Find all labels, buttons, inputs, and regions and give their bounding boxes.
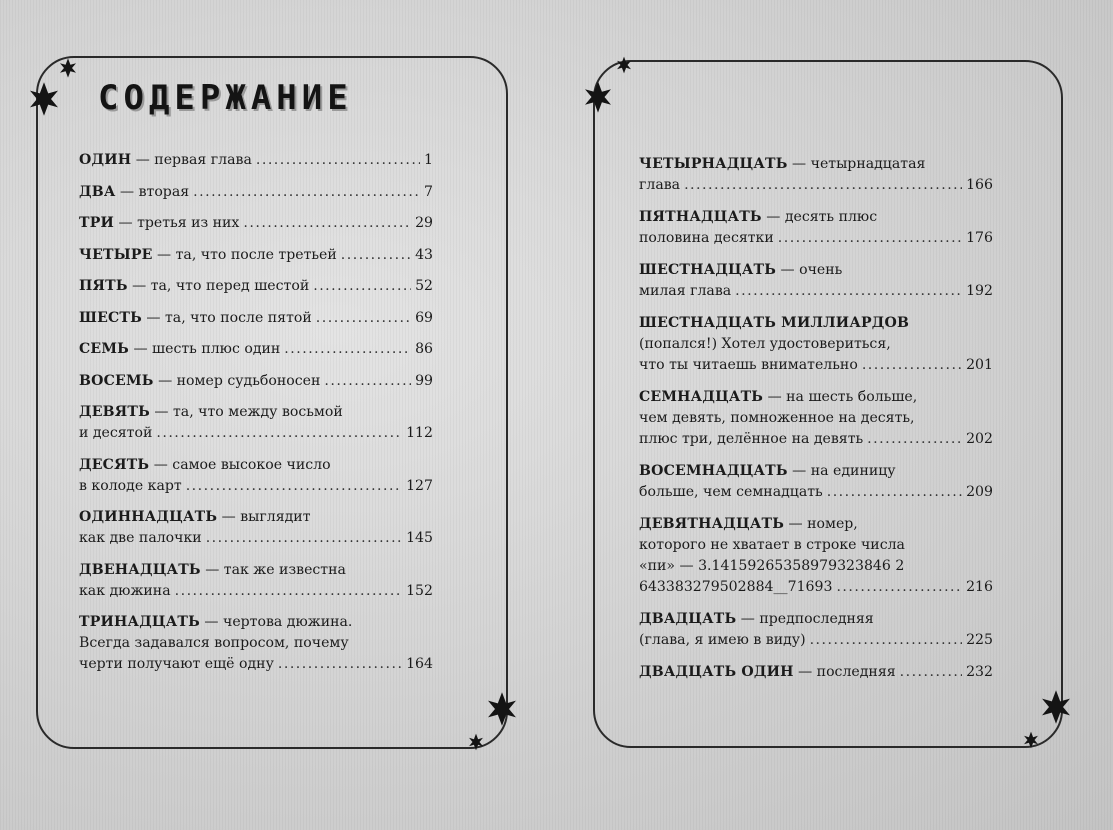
chapter-description: Всегда задавался вопросом, почему (79, 635, 349, 651)
page-number: 152 (406, 582, 433, 599)
chapter-description: и десятой (79, 425, 153, 441)
toc-entry-line (639, 260, 993, 281)
toc-entry-text (639, 630, 806, 651)
dot-leader (256, 150, 420, 171)
chapter-number: ВОСЕМНАДЦАТЬ (639, 463, 788, 479)
star-icon (488, 692, 516, 726)
page-number: 29 (415, 215, 433, 231)
toc-entry-text (79, 150, 252, 171)
chapter-description: которого не хватает в строке числа (639, 537, 905, 553)
star-icon (1024, 731, 1038, 749)
toc-entry-line (79, 476, 433, 497)
toc-entry (639, 207, 993, 249)
dot-leader (324, 371, 411, 392)
toc-entry-text (79, 654, 274, 675)
page-number: 1 (424, 152, 433, 168)
dot-leader (341, 245, 411, 266)
toc-entry-text (639, 577, 832, 598)
page-number: 7 (424, 183, 433, 200)
page-number: 43 (415, 246, 433, 263)
toc-entry (79, 245, 433, 266)
chapter-description: (глава, я имею в виду) (639, 632, 806, 648)
toc-entry (639, 461, 993, 503)
page-number: 69 (415, 309, 433, 326)
chapter-number: ШЕСТНАДЦАТЬ (639, 262, 777, 278)
chapter-number: ДВАДЦАТЬ ОДИН (639, 664, 794, 680)
toc-entry-text (79, 423, 152, 444)
page-number: 176 (966, 230, 993, 246)
dot-leader (836, 577, 962, 598)
toc-entry-line (639, 387, 993, 408)
toc-entry-text (79, 581, 171, 602)
chapter-description: 643383279502884__71693 (639, 579, 833, 595)
toc-entry-line (79, 213, 433, 234)
dot-leader (175, 581, 402, 602)
toc-entry-text (79, 633, 349, 654)
chapter-description: в колоде карт (79, 477, 182, 494)
toc-entry (639, 313, 993, 376)
toc-entry-text (639, 281, 731, 302)
chapter-number: ДЕСЯТЬ (79, 456, 150, 473)
chapter-description: — выглядит (217, 509, 311, 525)
toc-entry-line (639, 609, 993, 630)
toc-entry-line (639, 482, 993, 503)
chapter-number: СЕМЬ (79, 341, 129, 357)
dot-leader (827, 482, 962, 503)
toc-entry-text (79, 560, 346, 581)
toc-entry-text (79, 245, 337, 266)
toc-entry-line (79, 402, 433, 423)
toc-entry (79, 402, 433, 444)
toc-entry-line (79, 455, 433, 476)
chapter-description: чем девять, помноженное на десять, (639, 410, 915, 426)
chapter-description: как дюжина (79, 582, 171, 599)
toc-entry-text (639, 514, 858, 535)
chapter-description: — самое высокое число (149, 456, 331, 473)
chapter-description: милая глава (639, 283, 732, 299)
chapter-number: ДВА (79, 183, 116, 200)
toc-entry-text (79, 507, 311, 528)
page-number: 225 (966, 632, 993, 648)
toc-entry-line (639, 228, 993, 249)
toc-entry-text (639, 387, 917, 408)
page-number: 52 (415, 278, 433, 294)
chapter-description: что ты читаешь внимательно (639, 357, 858, 373)
dot-leader (778, 228, 962, 249)
page-number: 112 (406, 425, 433, 441)
chapter-number: ДЕВЯТЬ (79, 404, 150, 420)
toc-entry-text (79, 213, 239, 234)
toc-entry-line (639, 514, 993, 535)
toc-entry-text (639, 313, 909, 334)
chapter-description: плюс три, делённое на девять (639, 431, 864, 447)
toc-entry-line (79, 308, 433, 329)
toc-entry-text (639, 228, 774, 249)
chapter-number: ТРИНАДЦАТЬ (79, 614, 200, 630)
toc-entry-line (639, 429, 993, 450)
chapter-number: ЧЕТЫРЕ (79, 246, 153, 263)
toc-entry-text (79, 339, 280, 360)
toc-entry-line (639, 556, 993, 577)
toc-entry-line (79, 633, 433, 654)
dot-leader (684, 175, 962, 196)
star-icon (617, 56, 631, 74)
chapter-description: — третья из них (114, 215, 240, 231)
toc-entry-text (79, 476, 182, 497)
toc-entry-text (639, 207, 877, 228)
toc-entry (639, 260, 993, 302)
toc-entry-line (79, 612, 433, 633)
toc-entry (79, 150, 433, 171)
dot-leader (810, 630, 963, 651)
toc-entry-line (79, 371, 433, 392)
chapter-number: ТРИ (79, 215, 115, 231)
toc-entry-line (79, 276, 433, 297)
chapter-description: — та, что после третьей (152, 246, 337, 263)
page-title: СОДЕРЖАНИЕ (98, 78, 353, 118)
toc-entry-line (79, 339, 433, 360)
star-icon (585, 80, 611, 114)
dot-leader (243, 213, 411, 234)
chapter-number: ДВЕНАДЦАТЬ (79, 561, 201, 578)
chapter-number: ШЕСТЬ (79, 309, 142, 326)
toc-entry-text (639, 535, 905, 556)
chapter-description: глава (639, 177, 681, 193)
toc-entry-text (79, 308, 312, 329)
toc-entry-text (79, 402, 343, 423)
chapter-number: ПЯТНАДЦАТЬ (639, 209, 762, 225)
toc-entry (639, 662, 993, 683)
toc-entry-line (639, 662, 993, 683)
toc-entry-text (79, 371, 320, 392)
star-icon (469, 733, 483, 751)
dot-leader (284, 339, 411, 360)
toc-entry (79, 339, 433, 360)
dot-leader (206, 528, 402, 549)
toc-entry-line (79, 507, 433, 528)
toc-entry-line (639, 334, 993, 355)
chapter-number: ЧЕТЫРНАДЦАТЬ (639, 156, 788, 172)
chapter-description: — так же известна (200, 561, 346, 578)
toc-entry-line (79, 654, 433, 675)
toc-entry-text (79, 276, 309, 297)
chapter-number: ОДИН (79, 152, 132, 168)
chapter-description: — десять плюс (761, 209, 878, 225)
chapter-description: — та, что между восьмой (149, 404, 343, 420)
dot-leader (186, 476, 402, 497)
star-icon (1042, 690, 1070, 724)
toc-entry-text (639, 408, 915, 429)
page-number: 166 (966, 177, 993, 193)
toc-entry-text (639, 175, 680, 196)
chapter-number: ДЕВЯТНАДЦАТЬ (639, 516, 785, 532)
page-number: 201 (966, 357, 993, 373)
toc-entry-line (79, 528, 433, 549)
toc-entry-line (639, 154, 993, 175)
page-number: 86 (415, 341, 433, 357)
page-number: 127 (406, 477, 433, 494)
chapter-description: — четырнадцатая (787, 156, 926, 172)
toc-entry-line (639, 461, 993, 482)
chapter-description: — та, что после пятой (141, 309, 312, 326)
dot-leader (278, 654, 402, 675)
chapter-number: ШЕСТНАДЦАТЬ МИЛЛИАРДОВ (639, 315, 910, 331)
toc-left-column (79, 150, 433, 686)
toc-entry (79, 371, 433, 392)
star-icon (30, 82, 58, 116)
page-number: 216 (966, 579, 993, 595)
chapter-description: — чертова дюжина. (199, 614, 353, 630)
toc-entry (79, 455, 433, 497)
toc-entry-line (639, 281, 993, 302)
toc-entry-text (639, 461, 896, 482)
toc-entry (79, 308, 433, 329)
toc-entry-text (639, 609, 874, 630)
dot-leader (900, 662, 962, 683)
page-number: 164 (406, 656, 433, 672)
chapter-description: черти получают ещё одну (79, 656, 274, 672)
chapter-description: — номер судьбоносен (153, 372, 321, 389)
toc-entry-line (79, 150, 433, 171)
chapter-number: СЕМНАДЦАТЬ (639, 389, 764, 405)
toc-entry (639, 609, 993, 651)
chapter-number: ОДИННАДЦАТЬ (79, 509, 218, 525)
toc-entry (639, 514, 993, 598)
chapter-description: «пи» — 3.14159265358979323846 2 (639, 558, 905, 574)
toc-entry (79, 182, 433, 203)
toc-entry (639, 154, 993, 196)
page-number: 145 (406, 530, 433, 546)
toc-entry-text (79, 528, 202, 549)
chapter-description: — шесть плюс один (129, 341, 281, 357)
toc-entry-text (79, 612, 352, 633)
dot-leader (867, 429, 962, 450)
toc-entry (79, 612, 433, 675)
toc-entry-text (639, 334, 891, 355)
chapter-description: — вторая (115, 183, 190, 200)
chapter-description: — на шесть больше, (763, 389, 918, 405)
chapter-description: — очень (776, 262, 843, 278)
dot-leader (313, 276, 411, 297)
chapter-description: больше, чем семнадцать (639, 484, 823, 500)
chapter-description: — последняя (793, 664, 896, 680)
chapter-number: ВОСЕМЬ (79, 372, 154, 389)
dot-leader (862, 355, 962, 376)
page-number: 99 (415, 372, 433, 389)
toc-entry-line (639, 313, 993, 334)
chapter-description: — на единицу (787, 463, 896, 479)
toc-entry-line (79, 245, 433, 266)
chapter-description: — номер, (784, 516, 858, 532)
page-number: 209 (966, 484, 993, 500)
toc-entry (79, 560, 433, 602)
dot-leader (193, 182, 420, 203)
dot-leader (156, 423, 402, 444)
toc-entry-text (639, 556, 904, 577)
chapter-number: ПЯТЬ (79, 278, 128, 294)
toc-entry (79, 507, 433, 549)
toc-entry-line (639, 535, 993, 556)
toc-entry-line (639, 175, 993, 196)
toc-entry-text (639, 482, 823, 503)
toc-entry-line (639, 630, 993, 651)
toc-entry-text (639, 662, 896, 683)
toc-entry-text (79, 182, 189, 203)
chapter-description: (попался!) Хотел удостовериться, (639, 336, 891, 352)
chapter-number: ДВАДЦАТЬ (639, 611, 737, 627)
toc-entry-line (639, 408, 993, 429)
chapter-description: — та, что перед шестой (127, 278, 310, 294)
chapter-description: половина десятки (639, 230, 774, 246)
dot-leader (316, 308, 411, 329)
page-number: 232 (966, 664, 993, 680)
star-icon (60, 58, 76, 78)
toc-entry-text (639, 154, 925, 175)
chapter-description: как две палочки (79, 530, 202, 546)
toc-entry (639, 387, 993, 450)
page-number: 202 (966, 431, 993, 447)
toc-entry (79, 213, 433, 234)
page-number: 192 (966, 283, 993, 299)
chapter-description: — предпоследняя (736, 611, 874, 627)
toc-entry-text (639, 260, 842, 281)
toc-entry (79, 276, 433, 297)
dot-leader (735, 281, 962, 302)
toc-right-column (639, 154, 993, 694)
toc-entry-line (79, 581, 433, 602)
toc-entry-line (79, 182, 433, 203)
toc-entry-text (79, 455, 331, 476)
toc-entry-text (639, 429, 863, 450)
toc-entry-line (639, 207, 993, 228)
toc-entry-line (639, 577, 993, 598)
toc-entry-text (639, 355, 858, 376)
toc-entry-line (79, 560, 433, 581)
toc-entry-line (79, 423, 433, 444)
toc-entry-line (639, 355, 993, 376)
chapter-description: — первая глава (131, 152, 252, 168)
